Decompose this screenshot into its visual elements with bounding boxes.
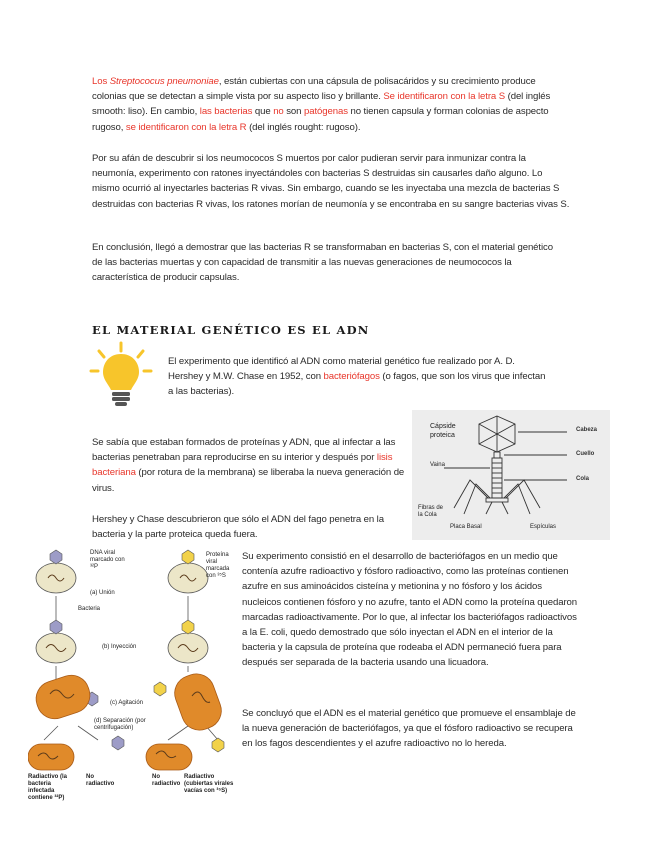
- paragraph-dna-enters: Hershey y Chase descubrieron que sólo el ADN del fago penetra en la bacteria y la parte proteica queda fuera.: [92, 514, 384, 541]
- fibers-label: Fibras de la Cola: [418, 505, 444, 518]
- bacteria-label: Bacteria: [78, 606, 101, 612]
- spikes-label: Espículas: [530, 524, 557, 530]
- radioactive-right-label: Radiactivo (cubiertas virales vacías con ³⁵S): [184, 774, 234, 794]
- section-title: EL MATERIAL GENÉTICO ES EL ADN: [92, 323, 370, 337]
- bacteriophage-diagram: [412, 410, 610, 540]
- non-radioactive-right-label: No radiactivo: [152, 774, 181, 787]
- hershey-chase-diagram: [28, 548, 234, 801]
- paragraph-radioactive-experiment: Su experimento consistió en el desarrollo de bacteriófagos en un medio que contenía azufre radioactivo y fósforo radioactivo, como las proteínas contienen azufre en sus aminoácidos cisteína y metionina y no fósforo y los ácidos nucleicos contienen fósforo y no azufre, tanto el ADN como la proteína quedaron marcadas radioactivamente. Por lo que, al infectar los bacteriófagos radioactivos a la E. coli, quedo demostrado que sólo inyectan el ADN en el interior de la bacteria y la capsula de proteína que rodeaba el ADN permaneció fuera para después ser separada de la bacteria usando una licuadora.: [242, 551, 578, 669]
- step-union-label: (a) Unión: [90, 590, 115, 596]
- paragraph-experiment: Por su afán de descubrir si los neumococos S muertos por calor pudieran servir para inmunizar contra la neumonía, experimento con ratones inyectándoles con bacterias S destruidas sin causarles daño alguno. Lo mismo ocurrió al inyectarles bacterias R vivas. Sin embargo, cuando se les inyectaba una mezcla de bacterias S destruidas con bacterias R vivas, los ratones morían de neumonía y se encontraba en su sangre bacterias vivas S.: [92, 153, 570, 210]
- paragraph-hershey-chase: El experimento que identificó al ADN como material genético fue realizado por A. D. Hershey y M.W. Chase en 1952, con bacteriófagos (o fagos, que son los virus que infectan a las bacterias).: [168, 356, 546, 398]
- radioactive-left-label: Radiactivo (la bacteria infectada contiene ³²P): [28, 774, 68, 801]
- experiment-drawing: [28, 548, 234, 798]
- step-separation-label: (d) Separación (por centrifugación): [94, 718, 146, 731]
- tail-label: Cola: [576, 476, 590, 482]
- sheath-label: Vaina: [430, 462, 445, 468]
- capsid-label: Cápside proteica: [430, 423, 456, 439]
- protein-label: Proteína viral marcada con ³⁵S: [206, 552, 230, 579]
- paragraph-capsule: Los Streptococus pneumoniae, están cubiertas con una cápsula de polisacáridos y su crecimiento produce colonias que se detectan a simple vista por su aspecto liso y brillante. Se identificaron con la letra S (del inglés smooth: liso). En cambio, las bacterias que no son patógenas no tienen capsula y forman colonias de aspecto rugoso, se identificaron con la letra R (del inglés rought: rugoso).: [92, 76, 551, 133]
- lightbulb-icon: [86, 340, 156, 412]
- paragraph-infection: Se sabía que estaban formados de proteínas y ADN, que al infectar a las bacterias penetraban para reproducirse en su interior y después por lisis bacteriana (por rotura de la membrana) se liberaba la nueva generación de virus.: [92, 437, 405, 494]
- head-label: Cabeza: [576, 427, 598, 433]
- paragraph-conclusion: En conclusión, llegó a demostrar que las bacterias R se transformaban en bacterias S, con el material genético de las bacterias muertas y con capacidad de transmitir a las nuevas generaciones de neumococos la característica de producir capsulas.: [92, 242, 553, 284]
- plate-label: Placa Basal: [450, 524, 482, 530]
- step-agitation-label: (c) Agitación: [110, 700, 144, 706]
- paragraph-final-conclusion: Se concluyó que el ADN es el material genético que promueve el ensamblaje de la nueva generación de bacteriófagos, ya que el fósforo radioactivo se recupera en los fagos descendientes y el azufre radioactivo no lo hereda.: [242, 708, 576, 750]
- neck-label: Cuello: [576, 451, 595, 457]
- dna-label: DNA viral marcado con ³²P: [90, 550, 125, 570]
- non-radioactive-left-label: No radiactivo: [86, 774, 115, 787]
- step-injection-label: (b) Inyección: [102, 644, 137, 650]
